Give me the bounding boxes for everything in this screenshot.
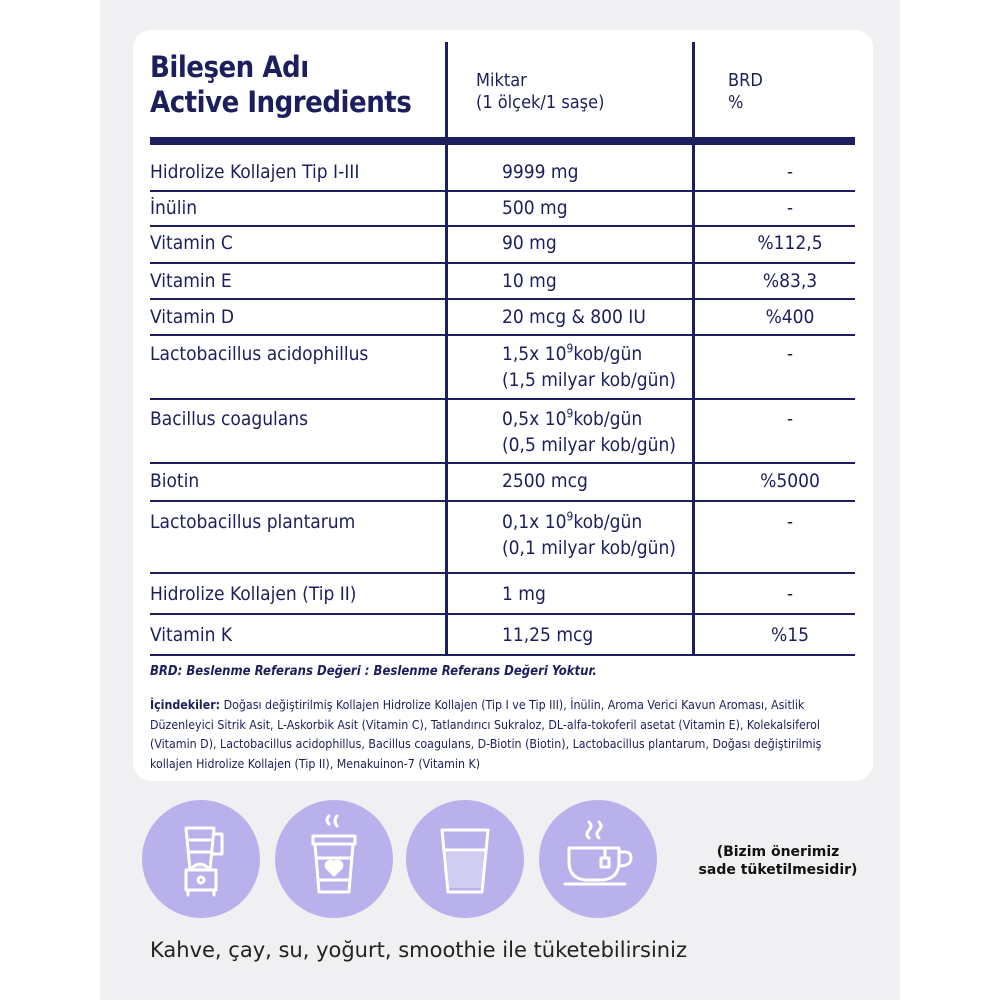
- ingredient-amount: 20 mcg & 800 IU: [502, 306, 646, 328]
- ingredient-name: Lactobacillus acidophillus: [150, 343, 369, 365]
- ingredient-brd: %83,3: [762, 270, 818, 292]
- row-divider: [150, 225, 855, 227]
- ingredient-amount: 1 mg: [502, 583, 546, 605]
- brd-footnote: BRD: Beslenme Referans Değeri : Beslenme Referans Değeri Yoktur.: [150, 664, 597, 679]
- ingredient-brd: -: [786, 408, 794, 430]
- row-divider: [150, 500, 855, 502]
- row-divider: [150, 334, 855, 336]
- ingredient-name: İnülin: [150, 197, 198, 219]
- table-header-brd: BRD %: [728, 70, 763, 113]
- ingredient-brd: -: [786, 161, 794, 183]
- ingredient-name: Hidrolize Kollajen (Tip II): [150, 583, 357, 605]
- ingredient-brd: %5000: [760, 470, 820, 492]
- header-divider: [150, 137, 855, 145]
- ingredient-brd: -: [786, 197, 794, 219]
- coffee-cup-icon: [275, 800, 393, 918]
- column-divider-2: [692, 42, 695, 656]
- suggestion-text: (Bizim önerimiz sade tüketilmesidir): [698, 844, 858, 878]
- ingredient-brd: %400: [765, 306, 815, 328]
- ingredients-paragraph: [150, 696, 850, 774]
- ingredient-name: Vitamin D: [150, 306, 235, 328]
- ingredient-brd: -: [786, 511, 794, 533]
- ingredient-name: Vitamin K: [150, 624, 233, 646]
- ingredient-name: Lactobacillus plantarum: [150, 511, 356, 533]
- ingredients-text: Doğası değiştirilmiş Kollajen Hidrolize Kollajen (Tip I ve Tip III), İnülin, Aroma Verici Kavun Aroması, Asitlik Düzenleyici Sitrik Asit, L-Askorbik Asit (Vitamin C), Tatlandırıcı Sukraloz, DL-alfa-tokoferil asetat (Vitamin E), Kolekalsiferol (Vitamin D), Lactobacillus acidophillus, Bacillus coagulans, D-Biotin (Biotin), Lactobacillus plantarum, Doğası değiştirilmiş kollajen Hidrolize Kollajen (Tip II), Menakuinon-7 (Vitamin K): [150, 698, 822, 771]
- ingredient-name: Vitamin E: [150, 270, 232, 292]
- ingredient-name: Biotin: [150, 470, 200, 492]
- ingredient-amount: 11,25 mcg: [502, 624, 594, 646]
- ingredient-amount: 500 mg: [502, 197, 568, 219]
- row-divider: [150, 262, 855, 264]
- ingredient-amount: 1,5x $10^9kob$/gün (1,5 milyar kob/gün): [502, 341, 676, 391]
- ingredient-brd: %112,5: [757, 232, 823, 254]
- row-divider: [150, 613, 855, 615]
- ingredient-name: Hidrolize Kollajen Tip I-III: [150, 161, 360, 183]
- table-header-amount: Miktar (1 ölçek/1 saşe): [476, 70, 605, 113]
- blender-icon: [142, 800, 260, 918]
- water-glass-icon: [406, 800, 524, 918]
- ingredient-name: Bacillus coagulans: [150, 408, 309, 430]
- column-divider-1: [445, 42, 448, 656]
- row-divider: [150, 190, 855, 192]
- row-divider: [150, 572, 855, 574]
- table-header-name: Bileşen Adı Active Ingredients: [150, 50, 412, 119]
- row-divider: [150, 298, 855, 300]
- tea-cup-icon: [539, 800, 657, 918]
- ingredient-amount: 9999 mg: [502, 161, 579, 183]
- usage-footer: Kahve, çay, su, yoğurt, smoothie ile tüketebilirsiniz: [150, 938, 687, 962]
- ingredient-amount: 2500 mcg: [502, 470, 588, 492]
- ingredient-amount: 90 mg: [502, 232, 557, 254]
- row-divider: [150, 462, 855, 464]
- row-divider: [150, 654, 855, 656]
- ingredient-brd: -: [786, 583, 794, 605]
- ingredient-amount: 0,5x $10^9kob$/gün (0,5 milyar kob/gün): [502, 406, 676, 456]
- ingredient-amount: 0,1x $10^9kob$/gün (0,1 milyar kob/gün): [502, 509, 676, 559]
- ingredient-brd: %15: [771, 624, 809, 646]
- row-divider: [150, 398, 855, 400]
- ingredient-name: Vitamin C: [150, 232, 233, 254]
- ingredients-label: İçindekiler:: [150, 698, 221, 712]
- ingredient-brd: -: [786, 343, 794, 365]
- ingredient-amount: 10 mg: [502, 270, 557, 292]
